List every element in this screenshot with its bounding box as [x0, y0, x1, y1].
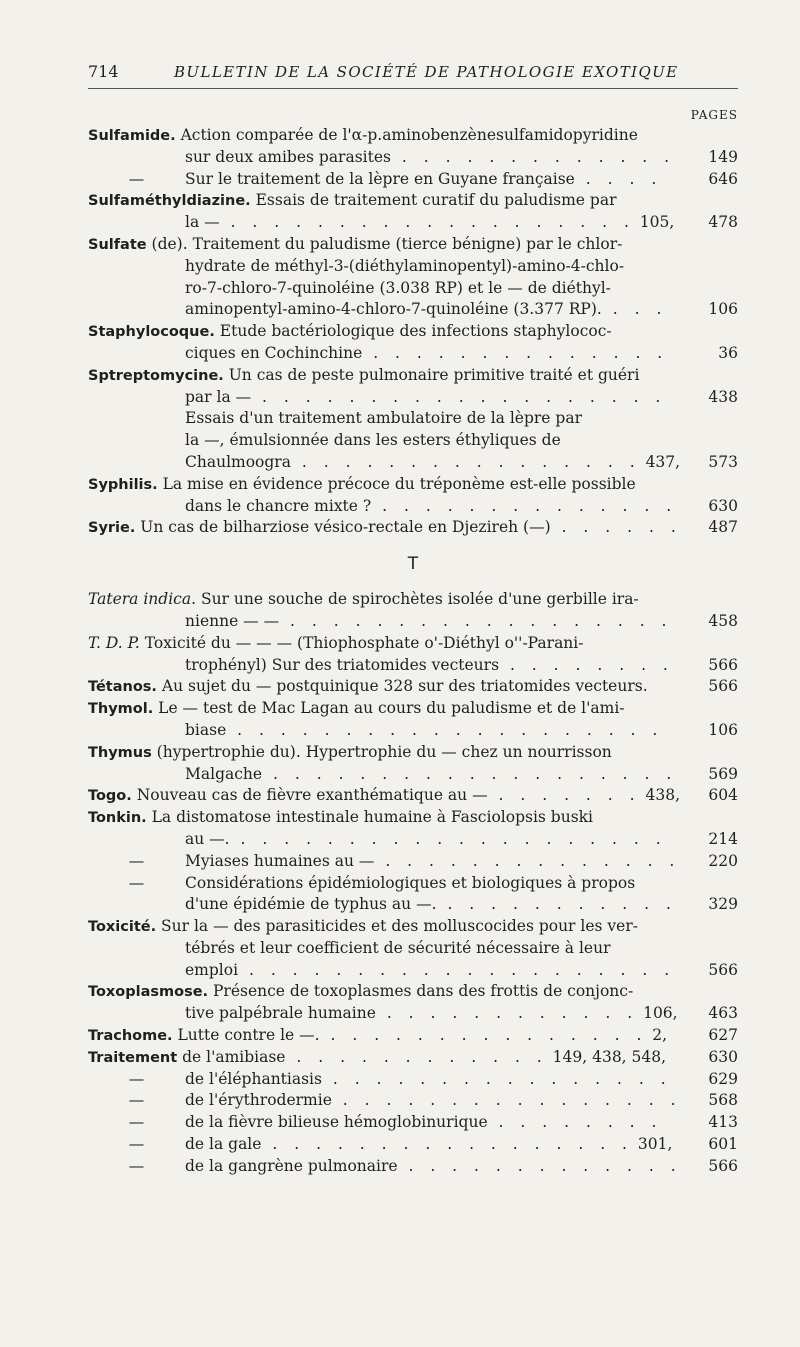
entry-body: de l'amibiase — [177, 1047, 286, 1066]
entry-text — [88, 981, 633, 1004]
entry-text — [88, 785, 680, 808]
entry-body: Lutte contre le —. — [172, 1026, 320, 1045]
entry-body: Sur la — des parasiticides et des molluscocides pour les ver- — [156, 917, 638, 936]
entry-line — [88, 916, 738, 938]
entry-heading: Thymol. — [88, 701, 154, 718]
leader-dots: . . . . . . . . . . . . . . — [374, 851, 681, 870]
entry-line — [88, 655, 738, 677]
entry-body: de la fièvre bilieuse hémoglobinurique — [185, 1113, 488, 1132]
entry-line — [88, 1112, 738, 1134]
entry-line — [88, 321, 738, 343]
page-ref: 566 — [708, 677, 738, 696]
page-ref: 566 — [708, 655, 738, 674]
leader-dots: . . . . . . . . — [487, 1113, 663, 1132]
entry-text — [88, 807, 593, 830]
entry-body: Sur le traitement de la lèpre en Guyane française — [185, 169, 575, 188]
leader-dots: . . . . . . . . — [499, 655, 674, 674]
entry-body: hydrate de méthyl-3-(diéthylaminopentyl)-amino-4-chlo- — [185, 256, 625, 275]
page-ref: 220 — [708, 851, 738, 870]
entry-body: Au sujet du — postquinique 328 sur des triatomides vecteurs. — [156, 677, 648, 696]
entry-heading: Tatera indica. — [88, 590, 197, 609]
entry-line — [88, 256, 738, 278]
entry-body: Myiases humaines au — — [185, 851, 375, 870]
page-ref: 573 — [708, 452, 738, 471]
page-ref: 630 — [708, 496, 738, 515]
entry-body: (hypertrophie du). Hypertrophie du — chez un nourrisson — [151, 742, 612, 761]
entry-body: Etude bactériologique des infections staphylococ- — [214, 322, 612, 341]
entry-body: Malgache — [185, 764, 263, 783]
page-ref: 438 — [708, 387, 738, 406]
entry-body: de l'éléphantiasis — [185, 1069, 322, 1088]
entry-text — [185, 1112, 662, 1134]
entry-text — [185, 147, 675, 169]
entry-line — [88, 720, 738, 742]
index-entry — [88, 1134, 738, 1156]
leader-dots: . . . . . . . — [487, 786, 641, 805]
entry-text — [88, 633, 584, 655]
entry-heading: Syphilis. — [88, 476, 158, 493]
inline-page-ref: 301, — [632, 1135, 673, 1154]
entry-line — [88, 1025, 738, 1047]
entry-line — [88, 589, 738, 611]
entry-line — [88, 169, 738, 191]
entry-heading: Sulfamide. — [88, 128, 176, 144]
entry-text — [185, 343, 668, 365]
entry-line — [88, 365, 738, 387]
entry-body: Un cas de bilharziose vésico-rectale en Djezireh (—) — [135, 518, 551, 537]
entry-heading: Togo. — [88, 788, 132, 805]
entry-dash: — — [128, 169, 145, 188]
leader-dots: . . . . . . . . . . . . . . . . . — [261, 1135, 633, 1154]
index-entries — [88, 125, 738, 1178]
page-ref: 413 — [708, 1113, 738, 1132]
index-entry — [88, 1069, 738, 1091]
index-entry — [88, 1112, 738, 1134]
leader-dots: . . . . . . . . . . . . . . . . . . — [279, 611, 673, 630]
entry-body: emploi — [185, 960, 239, 979]
entry-text — [88, 517, 682, 540]
entry-line — [88, 1156, 738, 1178]
entry-line — [88, 851, 738, 873]
entry-text — [185, 960, 675, 982]
entry-text — [88, 916, 638, 939]
entry-body: Présence de toxoplasmes dans des frottis de conjonc- — [208, 982, 634, 1001]
entry-body: La mise en évidence précoce du tréponème est-elle possible — [157, 474, 636, 493]
entry-line — [88, 829, 738, 851]
entry-text — [185, 387, 666, 409]
entry-body: Action comparée de l'α-p.aminobenzènesulfamidopyridine — [175, 126, 638, 144]
entry-text — [185, 408, 582, 430]
page-ref: 329 — [708, 895, 738, 914]
entry-body: Toxicité du — — — (Thiophosphate o'-Diéthyl o''-Parani- — [139, 633, 584, 652]
page-ref: 629 — [708, 1069, 738, 1088]
page-ref: 569 — [708, 764, 738, 783]
entry-body: (de). Traitement du paludisme (tierce bénigne) par le chlor- — [146, 234, 623, 253]
index-entry — [88, 1090, 738, 1112]
entry-text — [185, 851, 680, 873]
leader-dots: . . . . . . . . . . . . . . — [371, 496, 678, 515]
entry-line — [88, 517, 738, 539]
entry-line — [88, 474, 738, 496]
page-ref: 214 — [708, 829, 738, 848]
page-ref: 627 — [708, 1026, 738, 1045]
entry-body: d'une épidémie de typhus au —. — [185, 895, 437, 914]
leader-dots: . . . . . . . . . . . . . . . . . . . . — [238, 960, 676, 979]
entry-dash: — — [128, 1135, 145, 1154]
entry-heading: Traitement — [88, 1049, 178, 1066]
entry-body: Sur une souche de spirochètes isolée d'une gerbille ira- — [196, 590, 639, 609]
entry-body: Un cas de peste pulmonaire primitive traité et guéri — [223, 365, 640, 384]
entry-line — [88, 1003, 738, 1025]
index-entry — [88, 474, 738, 518]
index-entry — [88, 190, 738, 234]
leader-dots: . . . . . . . . . . . . . . . . — [321, 1069, 672, 1088]
page-ref: 106 — [708, 720, 738, 739]
entry-dash: — — [128, 873, 145, 892]
entry-text — [185, 764, 677, 786]
leader-dots: . . . . . . . . . . . . . . . . . . . — [251, 387, 667, 406]
entry-dash: — — [128, 851, 145, 870]
entry-text — [185, 1090, 682, 1112]
entry-line — [88, 742, 738, 764]
entry-line — [88, 125, 738, 147]
entry-line — [88, 1069, 738, 1091]
entry-heading: Sulfaméthyldiazine. — [88, 193, 251, 210]
index-entry — [88, 807, 738, 851]
entry-body: la —, émulsionnée dans les esters éthyliques de — [185, 431, 561, 450]
entry-body: au —. — [185, 829, 230, 848]
entry-line — [88, 764, 738, 786]
entry-body: trophényl) Sur des triatomides vecteurs — [185, 655, 500, 674]
entry-heading: Staphylocoque. — [88, 324, 215, 341]
running-title: BULLETIN DE LA SOCIÉTÉ DE PATHOLOGIE EXOTIQUE — [174, 63, 679, 81]
leader-dots: . . . . . . . . . . . . . . . . — [290, 452, 641, 471]
entry-text — [88, 321, 612, 344]
entry-line — [88, 190, 738, 212]
entry-text — [88, 589, 639, 611]
entry-line — [88, 387, 738, 409]
entry-body: de l'érythrodermie — [185, 1091, 332, 1110]
leader-dots: . . . . . . . . . . . . — [375, 1004, 639, 1023]
page-ref: 630 — [708, 1047, 738, 1066]
index-entry — [88, 698, 738, 742]
entry-text — [88, 742, 612, 765]
leader-dots: . . . . . . . . . . . . . — [397, 1156, 682, 1175]
entry-line — [88, 698, 738, 720]
entry-line — [88, 1134, 738, 1156]
entry-body: ro-7-chloro-7-quinoléine (3.038 RP) et le — de diéthyl- — [185, 278, 611, 297]
index-entry — [88, 169, 738, 191]
index-entry — [88, 517, 738, 539]
entry-text — [88, 125, 638, 148]
entry-line — [88, 960, 738, 982]
entry-heading: Thymus — [88, 744, 152, 761]
entry-heading: Sptreptomycine. — [88, 367, 224, 384]
leader-dots: . . . . . . . . . . . . . — [390, 147, 676, 166]
entry-body: de la gangrène pulmonaire — [185, 1156, 398, 1175]
entry-text — [185, 496, 677, 518]
index-entry — [88, 916, 738, 981]
entry-text — [185, 894, 677, 916]
leader-dots: . . . . . . . . . . . . . . . . . . . — [219, 213, 635, 232]
entry-text — [88, 1025, 667, 1048]
entry-text — [88, 190, 616, 213]
entry-line — [88, 894, 738, 916]
entry-text — [185, 212, 674, 234]
entry-text — [185, 720, 663, 742]
entry-text — [185, 611, 672, 633]
leader-dots: . . . . . . . . . . . . . . . . . . . — [262, 764, 678, 783]
index-entry — [88, 1025, 738, 1047]
entry-text — [88, 365, 639, 388]
page-header — [88, 62, 738, 89]
entry-text — [185, 452, 680, 474]
entry-text — [185, 829, 667, 851]
page-ref: 601 — [708, 1135, 738, 1154]
entry-line — [88, 278, 738, 300]
entry-body: sur deux amibes parasites — [185, 147, 391, 166]
leader-dots: . . . . — [574, 169, 663, 188]
entry-text — [185, 1156, 682, 1178]
inline-page-ref: 105, — [634, 213, 675, 232]
entry-heading: Tétanos. — [88, 679, 157, 696]
page-ref: 478 — [708, 213, 738, 232]
leader-dots: . . . . . . . . . . . . . . . . . . . . — [229, 829, 667, 848]
index-entry — [88, 981, 738, 1025]
entry-text — [185, 169, 662, 191]
pages-column-label: PAGES — [690, 108, 738, 122]
entry-line — [88, 981, 738, 1003]
entry-body: la — — [185, 213, 220, 232]
inline-page-ref: 149, 438, 548, — [547, 1047, 667, 1066]
entry-body: par la — — [185, 387, 252, 406]
entry-heading: T. D. P. — [88, 633, 140, 652]
entry-body: Considérations épidémiologiques et biologiques à propos — [185, 873, 636, 892]
entry-text — [185, 278, 611, 300]
entry-line — [88, 343, 738, 365]
entry-body: nienne — — — [185, 611, 280, 630]
entry-line — [88, 408, 738, 430]
entry-line — [88, 611, 738, 633]
index-entry — [88, 589, 738, 633]
entry-dash: — — [128, 1091, 145, 1110]
entry-text — [185, 430, 561, 452]
entry-body: Nouveau cas de fièvre exanthématique au — — [131, 786, 488, 805]
index-entry — [88, 742, 738, 786]
entry-line — [88, 430, 738, 452]
page-ref: 458 — [708, 611, 738, 630]
index-entry — [88, 873, 738, 917]
index-entry — [88, 234, 738, 321]
entry-body: La distomatose intestinale humaine à Fasciolopsis buski — [146, 808, 593, 827]
entry-heading: Syrie. — [88, 520, 136, 537]
entry-heading: Toxicité. — [88, 919, 157, 936]
entry-line — [88, 234, 738, 256]
entry-body: dans le chancre mixte ? — [185, 496, 372, 515]
entry-text — [88, 1047, 666, 1070]
entry-text — [88, 234, 622, 257]
page-ref: 646 — [708, 169, 738, 188]
page-ref: 106 — [708, 300, 738, 319]
entry-text — [185, 256, 624, 278]
entry-line — [88, 299, 738, 321]
inline-page-ref: 2, — [647, 1026, 668, 1045]
entry-text — [88, 676, 648, 699]
entry-dash: — — [128, 1156, 145, 1175]
leader-dots: . . . . . . . . . . . . . . . . — [331, 1091, 682, 1110]
entry-line — [88, 873, 738, 895]
leader-dots: . . . . . . — [550, 518, 682, 537]
entry-text — [185, 1069, 672, 1091]
entry-body: Le — test de Mac Lagan au cours du paludisme et de l'ami- — [153, 699, 625, 718]
entry-line — [88, 147, 738, 169]
entry-body: de la gale — [185, 1135, 262, 1154]
inline-page-ref: 437, — [640, 452, 681, 471]
entry-line — [88, 452, 738, 474]
entry-body: tive palpébrale humaine — [185, 1004, 376, 1023]
index-entry — [88, 676, 738, 698]
entry-dash: — — [128, 1069, 145, 1088]
entry-text — [88, 698, 625, 721]
page-number: 714 — [88, 62, 119, 81]
entry-text — [185, 873, 635, 895]
entry-line — [88, 212, 738, 234]
entry-heading: Trachome. — [88, 1028, 173, 1045]
entry-text — [185, 938, 611, 960]
entry-line — [88, 1090, 738, 1112]
entry-body: aminopentyl-amino-4-chloro-7-quinoléine (3.377 RP). — [185, 300, 602, 319]
inline-page-ref: 106, — [638, 1004, 678, 1023]
entry-text — [185, 1003, 678, 1025]
leader-dots: . . . — [601, 300, 668, 319]
index-entry — [88, 321, 738, 365]
page-ref: 566 — [708, 1156, 738, 1175]
index-entry — [88, 1047, 738, 1069]
entry-line — [88, 496, 738, 518]
entry-text — [185, 299, 667, 321]
entry-heading: Sulfate — [88, 236, 147, 253]
index-entry — [88, 633, 738, 677]
page-ref: 566 — [708, 960, 738, 979]
inline-page-ref: 438, — [640, 786, 681, 805]
page-ref: 604 — [708, 786, 738, 805]
leader-dots: . . . . . . . . . . . . . . . — [319, 1026, 648, 1045]
entry-line — [88, 633, 738, 655]
leader-dots: . . . . . . . . . . . . . . — [362, 343, 669, 362]
entry-body: Essais d'un traitement ambulatoire de la lèpre par — [185, 409, 582, 428]
entry-heading: Tonkin. — [88, 810, 147, 827]
entry-line — [88, 807, 738, 829]
entry-line — [88, 676, 738, 698]
entry-body: biase — [185, 720, 227, 739]
entry-body: tébrés et leur coefficient de sécurité nécessaire à leur — [185, 938, 611, 957]
index-entry — [88, 851, 738, 873]
entry-text — [88, 474, 636, 497]
index-entry — [88, 1156, 738, 1178]
section-letter: T — [407, 554, 419, 575]
leader-dots: . . . . . . . . . . . — [436, 895, 677, 914]
page-ref: 36 — [718, 343, 738, 362]
entry-heading: Toxoplasmose. — [88, 984, 209, 1001]
leader-dots: . . . . . . . . . . . . . . . . . . . . — [226, 720, 664, 739]
entry-body: ciques en Cochinchine — [185, 343, 363, 362]
index-entry — [88, 785, 738, 807]
page-ref: 487 — [708, 518, 738, 537]
entry-text — [185, 1134, 672, 1156]
entry-text — [185, 655, 674, 677]
page-ref: 149 — [708, 147, 738, 166]
entry-body: Essais de traitement curatif du paludisme par — [250, 191, 617, 210]
entry-line — [88, 1047, 738, 1069]
index-entry — [88, 365, 738, 474]
leader-dots: . . . . . . . . . . . . — [285, 1047, 548, 1066]
entry-body: Chaulmoogra — [185, 452, 291, 471]
entry-dash: — — [128, 1113, 145, 1132]
page-ref: 568 — [708, 1091, 738, 1110]
page-ref: 463 — [708, 1004, 738, 1023]
entry-line — [88, 938, 738, 960]
index-entry — [88, 125, 738, 169]
entry-line — [88, 785, 738, 807]
